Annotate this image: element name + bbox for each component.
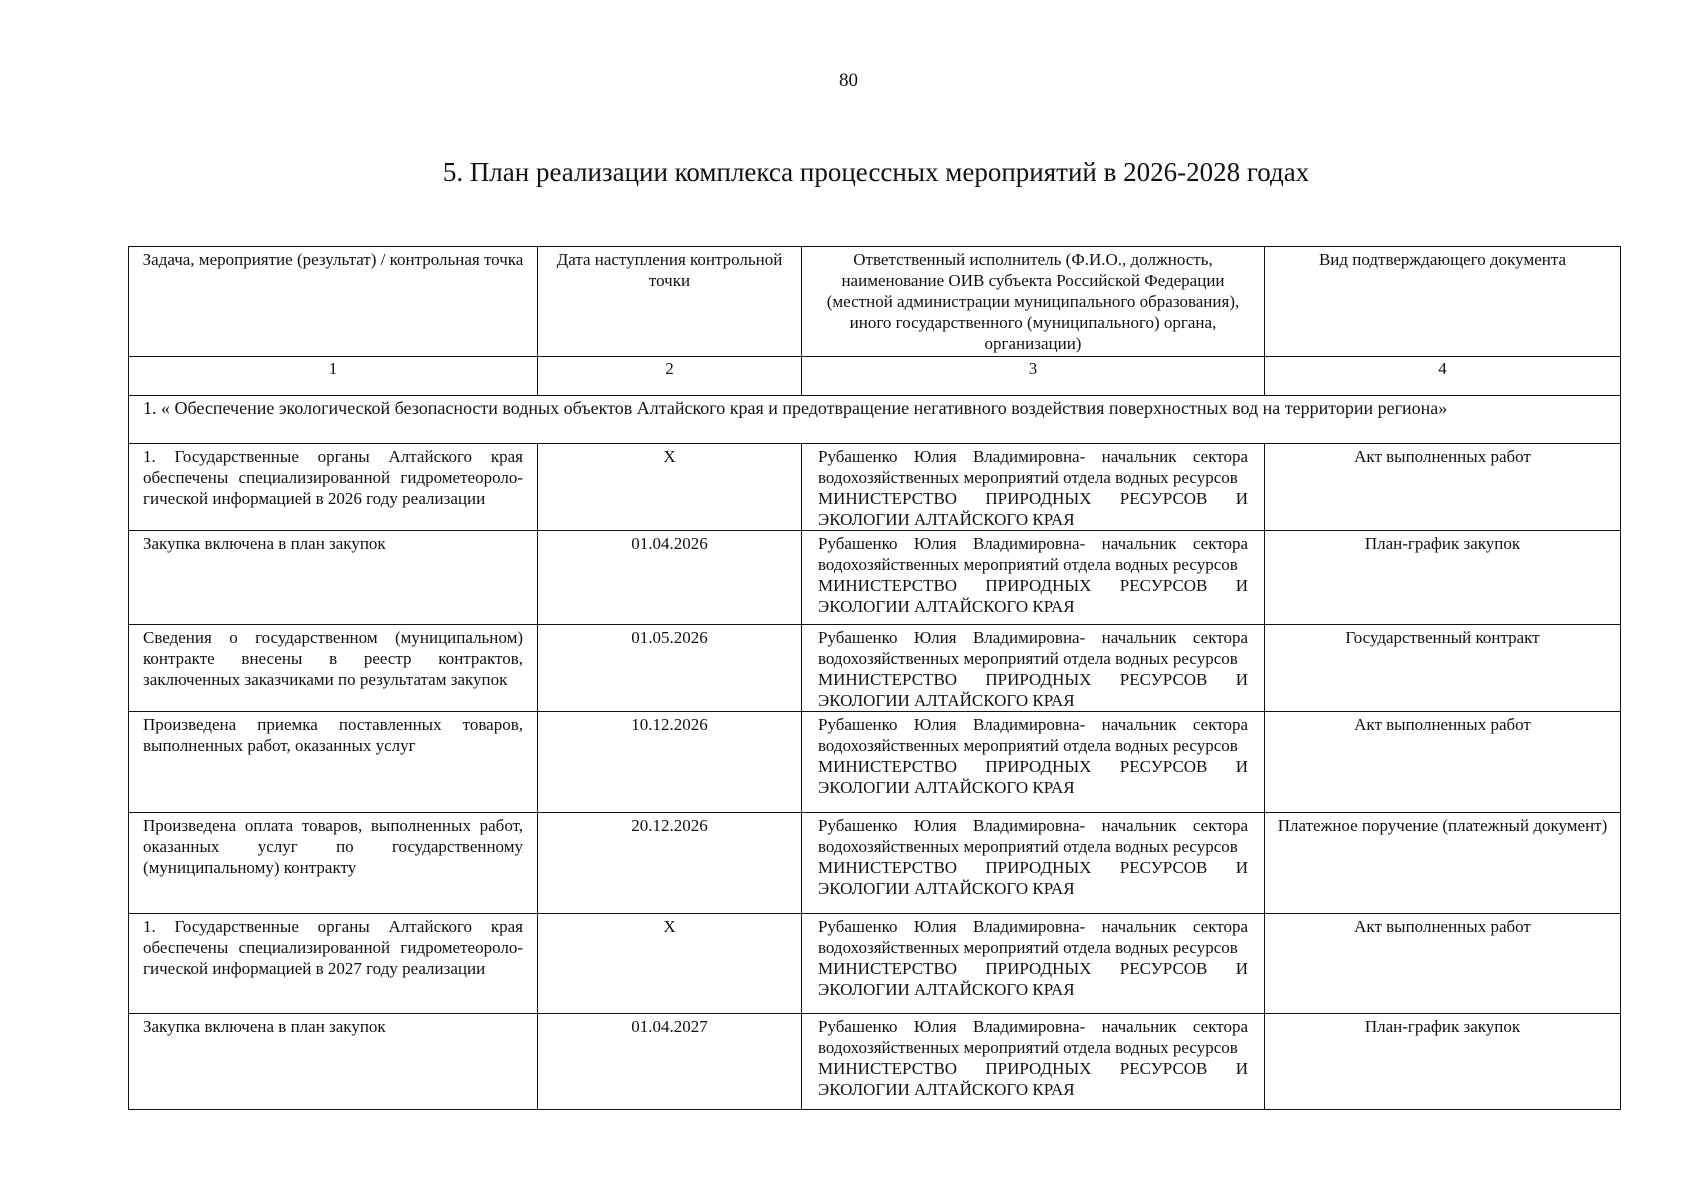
table-row [129, 712, 1621, 813]
task-cell: Произведена оплата товаров, выполненных работ, оказанных услуг по государственному (муниципальному) контракту [129, 813, 538, 914]
column-number: 3 [802, 357, 1265, 396]
executor-ministry-tail: ЭКОЛОГИИ АЛТАЙСКОГО КРАЯ [818, 980, 1075, 999]
table-row [129, 813, 1621, 914]
executor-cell [802, 1014, 1265, 1110]
task-cell: Произведена приемка поставленных товаров, выполненных работ, оказанных услуг [129, 712, 538, 813]
header-executor: Ответственный исполнитель (Ф.И.О., должность, наименование ОИВ субъекта Российской Федерации (местной администрации муниципального образования), иного государственного (муниципального) органа, организации) [802, 247, 1265, 357]
executor-department: водохозяйственных мероприятий отдела водных ресурсов [818, 938, 1238, 957]
executor-ministry-tail: ЭКОЛОГИИ АЛТАЙСКОГО КРАЯ [818, 1080, 1075, 1099]
page-title: 5. План реализации комплекса процессных мероприятий в 2026-2028 годах [442, 157, 1310, 187]
executor-ministry: МИНИСТЕРСТВО ПРИРОДНЫХ РЕСУРСОВ И [818, 489, 1248, 508]
document-cell: Акт выполненных работ [1265, 712, 1621, 813]
executor-name: Рубашенко Юлия Владимировна- начальник сектора [818, 628, 1248, 647]
executor-cell [802, 914, 1265, 1014]
executor-department: водохозяйственных мероприятий отдела водных ресурсов [818, 555, 1238, 574]
page-number: 80 [839, 70, 858, 91]
task-cell: Закупка включена в план закупок [129, 1014, 538, 1110]
executor-cell [802, 712, 1265, 813]
executor-department: водохозяйственных мероприятий отдела водных ресурсов [818, 468, 1238, 487]
table-row [129, 531, 1621, 625]
task-cell: Сведения о государственном (муниципальном) контракте внесены в реестр контрактов, заключенных заказчиками по результатам закупок [129, 625, 538, 712]
section-title: 1. « Обеспечение экологической безопасности водных объектов Алтайского края и предотвращение негативного воздействия поверхностных вод на территории региона» [129, 396, 1621, 444]
header-task: Задача, мероприятие (результат) / контрольная точка [129, 247, 538, 357]
executor-cell [802, 444, 1265, 531]
header-date: Дата наступления контрольной точки [538, 247, 802, 357]
executor-name: Рубашенко Юлия Владимировна- начальник сектора [818, 715, 1248, 734]
date-cell: 01.05.2026 [538, 625, 802, 712]
section-row [129, 396, 1621, 444]
table-row [129, 625, 1621, 712]
executor-department: водохозяйственных мероприятий отдела водных ресурсов [818, 837, 1238, 856]
executor-ministry-tail: ЭКОЛОГИИ АЛТАЙСКОГО КРАЯ [818, 691, 1075, 710]
executor-name: Рубашенко Юлия Владимировна- начальник сектора [818, 447, 1248, 466]
executor-department: водохозяйственных мероприятий отдела водных ресурсов [818, 649, 1238, 668]
executor-cell [802, 531, 1265, 625]
executor-department: водохозяйственных мероприятий отдела водных ресурсов [818, 1038, 1238, 1057]
date-cell: 20.12.2026 [538, 813, 802, 914]
executor-ministry-tail: ЭКОЛОГИИ АЛТАЙСКОГО КРАЯ [818, 879, 1075, 898]
table-row [129, 1014, 1621, 1110]
table-body [129, 444, 1621, 1110]
task-cell: 1. Государственные органы Алтайского края обеспечены специализированной гидрометеороло-гической информацией в 2026 году реализации [129, 444, 538, 531]
executor-name: Рубашенко Юлия Владимировна- начальник сектора [818, 1017, 1248, 1036]
document-cell: Акт выполненных работ [1265, 444, 1621, 531]
table-row [129, 444, 1621, 531]
document-cell: План-график закупок [1265, 531, 1621, 625]
header-document: Вид подтверждающего документа [1265, 247, 1621, 357]
executor-name: Рубашенко Юлия Владимировна- начальник сектора [818, 917, 1248, 936]
column-numbers-row [129, 357, 1621, 396]
executor-name: Рубашенко Юлия Владимировна- начальник сектора [818, 816, 1248, 835]
column-number: 4 [1265, 357, 1621, 396]
executor-cell [802, 625, 1265, 712]
table-row [129, 914, 1621, 1014]
executor-ministry-tail: ЭКОЛОГИИ АЛТАЙСКОГО КРАЯ [818, 778, 1075, 797]
table-header-row [129, 247, 1621, 357]
date-cell: 10.12.2026 [538, 712, 802, 813]
document-cell: План-график закупок [1265, 1014, 1621, 1110]
column-number: 1 [129, 357, 538, 396]
executor-name: Рубашенко Юлия Владимировна- начальник сектора [818, 534, 1248, 553]
document-cell: Государственный контракт [1265, 625, 1621, 712]
plan-table [128, 246, 1621, 1110]
executor-ministry: МИНИСТЕРСТВО ПРИРОДНЫХ РЕСУРСОВ И [818, 670, 1248, 689]
executor-ministry-tail: ЭКОЛОГИИ АЛТАЙСКОГО КРАЯ [818, 597, 1075, 616]
document-cell: Акт выполненных работ [1265, 914, 1621, 1014]
executor-ministry: МИНИСТЕРСТВО ПРИРОДНЫХ РЕСУРСОВ И [818, 1059, 1248, 1078]
executor-department: водохозяйственных мероприятий отдела водных ресурсов [818, 736, 1238, 755]
executor-ministry: МИНИСТЕРСТВО ПРИРОДНЫХ РЕСУРСОВ И [818, 757, 1248, 776]
date-cell: 01.04.2027 [538, 1014, 802, 1110]
task-cell: Закупка включена в план закупок [129, 531, 538, 625]
task-cell: 1. Государственные органы Алтайского края обеспечены специализированной гидрометеороло-гической информацией в 2027 году реализации [129, 914, 538, 1014]
column-number: 2 [538, 357, 802, 396]
date-cell: X [538, 444, 802, 531]
date-cell: X [538, 914, 802, 1014]
executor-ministry-tail: ЭКОЛОГИИ АЛТАЙСКОГО КРАЯ [818, 510, 1075, 529]
executor-ministry: МИНИСТЕРСТВО ПРИРОДНЫХ РЕСУРСОВ И [818, 858, 1248, 877]
document-cell: Платежное поручение (платежный документ) [1265, 813, 1621, 914]
executor-ministry: МИНИСТЕРСТВО ПРИРОДНЫХ РЕСУРСОВ И [818, 576, 1248, 595]
date-cell: 01.04.2026 [538, 531, 802, 625]
executor-cell [802, 813, 1265, 914]
executor-ministry: МИНИСТЕРСТВО ПРИРОДНЫХ РЕСУРСОВ И [818, 959, 1248, 978]
